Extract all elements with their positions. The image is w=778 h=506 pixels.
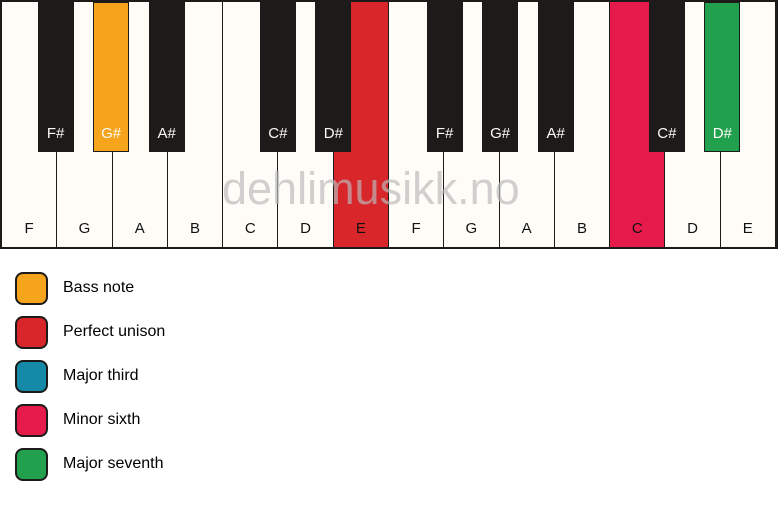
black-key-csharp-2[interactable] bbox=[649, 2, 685, 152]
legend-label: Major third bbox=[63, 367, 139, 384]
watermark: dehlimusikk.no bbox=[222, 163, 520, 214]
black-key-label: G# bbox=[490, 125, 511, 142]
black-key-gsharp-1-bass-note[interactable] bbox=[93, 2, 129, 152]
white-key-label: D bbox=[300, 220, 311, 237]
black-key-asharp-1[interactable] bbox=[149, 2, 185, 152]
piano-keyboard bbox=[0, 0, 778, 249]
legend-item-minor-sixth bbox=[15, 403, 165, 437]
legend-label: Bass note bbox=[63, 279, 135, 296]
black-key-label: C# bbox=[268, 125, 288, 142]
black-key-label: F# bbox=[46, 125, 65, 142]
legend-label: Perfect unison bbox=[63, 323, 166, 340]
white-key-label: E bbox=[355, 220, 366, 237]
black-key-dsharp-1[interactable] bbox=[315, 2, 351, 152]
black-key-label: F# bbox=[435, 125, 454, 142]
legend-item-bass-note bbox=[15, 271, 165, 305]
white-key-label: A bbox=[134, 220, 145, 237]
white-key-label: F bbox=[24, 220, 34, 237]
legend-item-major-third bbox=[15, 359, 165, 393]
white-key-label: F bbox=[411, 220, 421, 237]
black-key-label: C# bbox=[657, 125, 677, 142]
white-key-label: G bbox=[78, 220, 91, 237]
black-key-label: D# bbox=[323, 125, 343, 142]
white-key-label: C bbox=[244, 220, 256, 237]
white-key-label: C bbox=[631, 220, 643, 237]
black-key-csharp-1[interactable] bbox=[260, 2, 296, 152]
black-key-label: D# bbox=[712, 125, 732, 142]
legend-label: Major seventh bbox=[63, 455, 164, 472]
white-key-label: E bbox=[742, 220, 753, 237]
legend-swatch-icon bbox=[15, 448, 48, 481]
legend-swatch-icon bbox=[15, 316, 48, 349]
white-key-label: B bbox=[576, 220, 587, 237]
black-key-gsharp-2[interactable] bbox=[482, 2, 518, 152]
legend-item-perfect-unison bbox=[15, 315, 165, 349]
legend bbox=[15, 271, 165, 491]
legend-label: Minor sixth bbox=[63, 411, 141, 428]
legend-swatch-icon bbox=[15, 404, 48, 437]
white-key-label: D bbox=[687, 220, 698, 237]
legend-item-major-seventh bbox=[15, 447, 165, 481]
black-key-fsharp-2[interactable] bbox=[427, 2, 463, 152]
white-key-label: B bbox=[189, 220, 200, 237]
white-key-label: G bbox=[465, 220, 478, 237]
legend-swatch-icon bbox=[15, 272, 48, 305]
black-key-label: A# bbox=[546, 125, 565, 142]
black-key-asharp-2[interactable] bbox=[538, 2, 574, 152]
black-key-label: A# bbox=[157, 125, 176, 142]
black-key-dsharp-2-major-seventh[interactable] bbox=[704, 2, 740, 152]
legend-swatch-icon bbox=[15, 360, 48, 393]
black-key-label: G# bbox=[101, 125, 122, 142]
black-key-fsharp-1[interactable] bbox=[38, 2, 74, 152]
white-key-label: A bbox=[521, 220, 532, 237]
